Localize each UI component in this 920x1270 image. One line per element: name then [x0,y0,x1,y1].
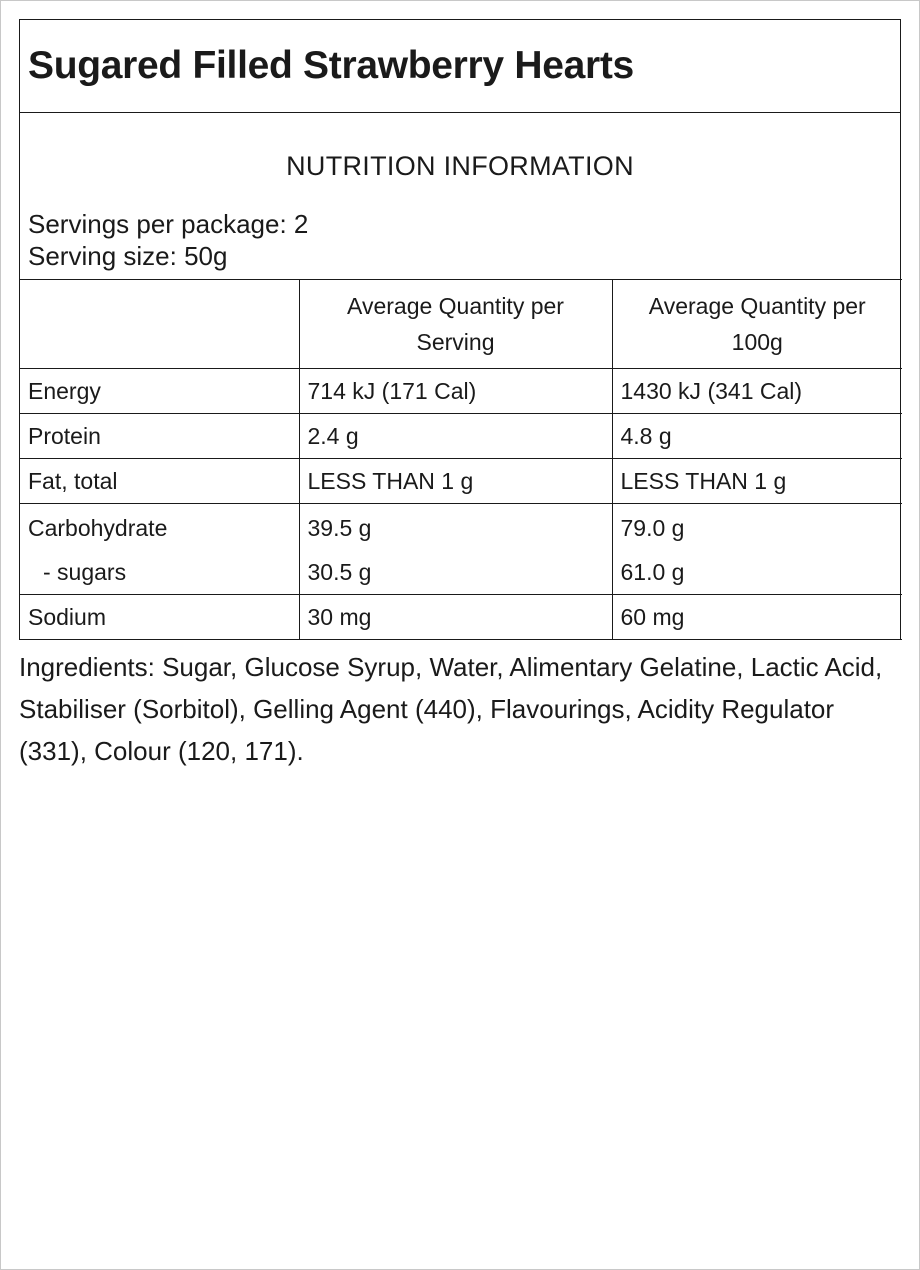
nutrient-label: Energy [20,369,299,414]
per-100g-value: 4.8 g [612,414,902,459]
per-serving-cell [299,504,612,595]
per-100g-value: 1430 kJ (341 Cal) [612,369,902,414]
nutrition-info-box [20,113,900,279]
sugars-per-serving: 30.5 g [307,559,372,585]
nutrient-label: Protein [20,414,299,459]
table-row-carbohydrate [20,504,902,595]
nutrient-label: Sodium [20,595,299,640]
table-row-sodium [20,595,902,640]
ingredients-text: Ingredients: Sugar, Glucose Syrup, Water, Alimentary Gelatine, Lactic Acid, Stabiliser (Sorbitol), Gelling Agent (440), Flavourings, Acidity Regulator (331), Colour (120, 171). [19,652,883,766]
table-row-fat [20,459,902,504]
sugars-per-100g: 61.0 g [620,559,685,585]
per-100g-value: 60 mg [612,595,902,640]
serving-size: Serving size: 50g [28,241,228,271]
carbohydrate-per-100g: 79.0 g [620,515,685,541]
carbohydrate-per-serving: 39.5 g [307,515,372,541]
product-title: Sugared Filled Strawberry Hearts [28,44,634,87]
header-per-serving: Average Quantity per Serving [299,280,612,369]
header-nutrient [20,280,299,369]
nutrition-panel [19,19,901,640]
per-serving-value: 714 kJ (171 Cal) [299,369,612,414]
sugars-label: - sugars [43,559,127,585]
per-serving-value: 2.4 g [299,414,612,459]
nutrition-table [20,279,902,640]
nutrient-label-cell [20,504,299,595]
table-row-protein [20,414,902,459]
header-per-100g: Average Quantity per 100g [612,280,902,369]
table-header-row [20,280,902,369]
servings-per-package: Servings per package: 2 [28,209,309,239]
table-row-energy [20,369,902,414]
title-box [20,20,900,113]
per-100g-value: LESS THAN 1 g [612,459,902,504]
per-serving-value: LESS THAN 1 g [299,459,612,504]
nutrition-heading: NUTRITION INFORMATION [286,151,634,181]
nutrient-label: Fat, total [20,459,299,504]
per-serving-value: 30 mg [299,595,612,640]
carbohydrate-label: Carbohydrate [28,515,168,541]
per-100g-cell [612,504,902,595]
